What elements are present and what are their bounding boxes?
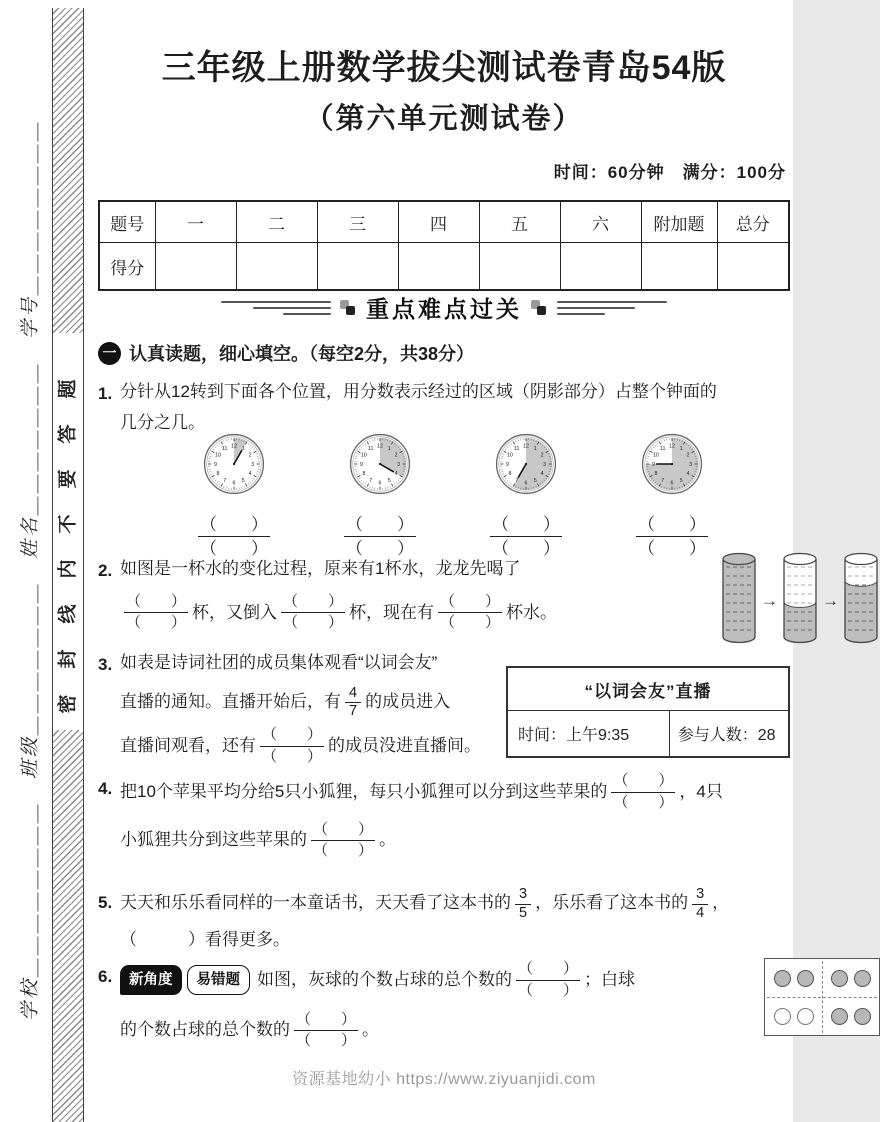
fraction-4-7: 4 7: [345, 685, 361, 720]
water-cup-svg: [842, 550, 880, 646]
gray-ball: [831, 970, 848, 987]
svg-text:9: 9: [359, 461, 363, 468]
svg-text:12: 12: [377, 443, 383, 450]
question-6-line1: [98, 960, 658, 1001]
svg-text:5: 5: [387, 477, 391, 484]
score-col-5: 五: [479, 201, 560, 243]
score-cell: [236, 243, 317, 291]
svg-text:6: 6: [232, 480, 236, 487]
svg-text:3: 3: [251, 461, 255, 468]
clock-face: [640, 432, 704, 501]
question-3-line3: [98, 726, 508, 767]
score-cell: [479, 243, 560, 291]
fraction-3-4: 3 4: [692, 886, 708, 921]
svg-text:8: 8: [362, 471, 366, 478]
answer-fraction-blank: （ ） （ ）: [262, 725, 323, 765]
answer-fraction-blank: （ ） （ ）: [440, 592, 501, 632]
question-3-line2a: 直播的通知。直播开始后，有: [120, 691, 341, 711]
new-angle-badge: 新角度: [120, 965, 182, 995]
question-3-line2: [98, 685, 508, 720]
score-col-4: 四: [398, 201, 479, 243]
section-1-heading: [98, 340, 474, 366]
svg-text:10: 10: [506, 452, 513, 459]
paper-content: [98, 0, 839, 1122]
white-ball: [797, 1008, 814, 1025]
svg-text:10: 10: [360, 452, 367, 459]
score-table-header-row: [99, 201, 789, 243]
question-4-number: 4.: [98, 779, 113, 798]
svg-text:4: 4: [540, 471, 544, 478]
question-1-line2: 几分之几。: [120, 412, 205, 432]
svg-text:2: 2: [248, 452, 252, 459]
question-6-number: 6.: [98, 967, 113, 986]
question-4-line2b: 。: [379, 830, 397, 850]
question-2-line2: [98, 593, 618, 634]
question-3: [98, 648, 508, 766]
question-6-line2a: 的个数占球的总个数的: [120, 1020, 290, 1040]
question-4-line1b: ，4只: [679, 781, 723, 801]
question-6-line2: [98, 1011, 658, 1052]
question-5-line2: （ ）看得更多。: [120, 930, 290, 950]
svg-text:12: 12: [523, 443, 529, 450]
score-cell: [155, 243, 236, 291]
clock-cell: [340, 432, 420, 560]
question-2-seg3: 杯水。: [506, 602, 558, 622]
question-1-number: 1.: [98, 384, 113, 403]
svg-text:5: 5: [679, 477, 683, 484]
hatch-pattern-bottom: [53, 730, 83, 1122]
score-col-1: 一: [155, 201, 236, 243]
score-col-6: 六: [560, 201, 641, 243]
question-2-line1: 如图是一杯水的变化过程，原来有1杯水，龙龙先喝了: [120, 559, 521, 578]
clock-svg: [640, 432, 704, 496]
ball-quadrant: [765, 997, 822, 1035]
clock-face: [202, 432, 266, 501]
clock-svg: [202, 432, 266, 496]
question-6-line1a: 如图，灰球的个数占球的总个数的: [257, 969, 512, 989]
hatch-pattern-top: [53, 8, 83, 333]
answer-fraction-blank: （ ） （ ）: [313, 820, 374, 860]
water-cup: [781, 550, 819, 651]
ball-quadrant: [822, 997, 879, 1035]
svg-text:1: 1: [679, 445, 683, 452]
score-col-extra: 附加题: [641, 201, 717, 243]
svg-text:1: 1: [387, 445, 391, 452]
svg-text:2: 2: [540, 452, 544, 459]
banner-title: 重点难点过关: [366, 296, 522, 322]
score-table-score-row: [99, 243, 789, 291]
banner-squares-icon: [340, 299, 357, 316]
question-6: [98, 960, 658, 1051]
score-table: [98, 200, 790, 291]
svg-text:3: 3: [689, 461, 693, 468]
question-3-number: 3.: [98, 655, 113, 674]
question-2-number: 2.: [98, 561, 113, 580]
svg-text:9: 9: [505, 461, 509, 468]
section-1-title: 认真读题，细心填空。（每空2分，共38分）: [129, 344, 475, 364]
svg-text:1: 1: [241, 445, 245, 452]
score-col-2: 二: [236, 201, 317, 243]
question-2: [98, 554, 618, 633]
gray-ball: [854, 970, 871, 987]
question-5-line1a: 天天和乐乐看同样的一本童话书，天天看了这本书的: [120, 893, 511, 913]
livestream-count-cell: 参与人数：28: [677, 727, 776, 744]
ball-quadrant: [765, 959, 822, 997]
arrow-right-icon: →: [822, 590, 839, 610]
svg-text:11: 11: [513, 445, 520, 452]
svg-text:6: 6: [524, 480, 528, 487]
seal-instruction: 密封线内不要答题: [57, 353, 79, 714]
answer-fraction-blank: （ ） （ ）: [200, 515, 268, 559]
answer-fraction-blank: （ ） （ ）: [518, 960, 579, 999]
svg-text:7: 7: [223, 477, 227, 484]
seal-strip: [52, 8, 84, 1122]
svg-text:10: 10: [652, 452, 659, 459]
svg-text:7: 7: [515, 477, 519, 484]
answer-fraction-blank: （ ） （ ）: [126, 592, 187, 632]
svg-text:4: 4: [248, 471, 252, 478]
question-4-line2: [98, 821, 790, 862]
question-3-line1: 如表是诗词社团的成员集体观看“以词会友”: [120, 653, 438, 672]
svg-text:6: 6: [378, 480, 382, 487]
answer-fraction-blank: （ ） （ ）: [492, 515, 560, 559]
question-4-line1a: 把10个苹果平均分给5只小狐狸，每只小狐狸可以分到这些苹果的: [120, 781, 608, 801]
score-cell: [317, 243, 398, 291]
svg-text:11: 11: [659, 445, 666, 452]
question-1-line1: 分针从12转到下面各个位置，用分数表示经过的区域（阴影部分）占整个钟面的: [120, 382, 717, 401]
footer-watermark: 资源基地幼小 https://www.ziyuanjidi.com: [292, 1071, 596, 1088]
svg-text:9: 9: [651, 461, 655, 468]
question-6-line2b: 。: [362, 1020, 380, 1040]
water-cups-figure: [720, 550, 880, 651]
livestream-time-cell: 时间：上午9:35: [508, 711, 670, 756]
svg-text:1: 1: [533, 445, 537, 452]
ball-quadrant: [822, 959, 879, 997]
svg-text:8: 8: [654, 471, 658, 478]
livestream-info-table: [506, 666, 790, 758]
svg-text:3: 3: [397, 461, 401, 468]
livestream-table-title: “以词会友”直播: [584, 681, 712, 701]
gray-ball: [774, 970, 791, 987]
question-4-line2a: 小狐狸共分到这些苹果的: [120, 830, 307, 850]
svg-text:2: 2: [686, 452, 690, 459]
question-2-seg2: 杯，现在有: [349, 602, 435, 622]
white-ball: [774, 1008, 791, 1025]
answer-fraction-blank: （ ） （ ）: [638, 515, 706, 559]
clock-svg: [494, 432, 558, 496]
question-1: [98, 377, 790, 438]
gray-ball: [854, 1008, 871, 1025]
svg-text:12: 12: [669, 443, 675, 450]
svg-text:9: 9: [213, 461, 217, 468]
clock-svg: [348, 432, 412, 496]
svg-text:7: 7: [661, 477, 665, 484]
fraction-3-5: 3 5: [515, 886, 531, 921]
clock-cell: [486, 432, 566, 560]
question-3-line3b: 的成员没进直播间。: [328, 735, 482, 755]
svg-text:11: 11: [367, 445, 374, 452]
arrow-right-icon: →: [761, 590, 778, 610]
question-5-line1b: ，乐乐看了这本书的: [535, 893, 689, 913]
balls-grid: [764, 958, 880, 1036]
svg-text:8: 8: [216, 471, 220, 478]
question-4-line1: [98, 772, 790, 813]
banner-squares-icon: [531, 299, 548, 316]
paper-subtitle: （第六单元测试卷）: [304, 103, 584, 135]
score-cell: [560, 243, 641, 291]
svg-text:10: 10: [214, 452, 221, 459]
svg-text:3: 3: [543, 461, 547, 468]
water-cup-svg: [781, 550, 819, 646]
banner-lines-right: [557, 301, 667, 315]
svg-text:5: 5: [241, 477, 245, 484]
answer-fraction-blank: （ ） （ ）: [346, 515, 414, 559]
score-table-corner: 题号: [99, 201, 155, 243]
score-cell: [398, 243, 479, 291]
svg-text:11: 11: [221, 445, 228, 452]
answer-fraction-blank: （ ） （ ）: [296, 1010, 357, 1050]
svg-text:8: 8: [508, 471, 512, 478]
svg-text:6: 6: [670, 480, 674, 487]
water-cup: [720, 550, 758, 651]
clock-face: [348, 432, 412, 501]
question-5-line1c: ，: [712, 893, 730, 913]
score-cell: [717, 243, 789, 291]
svg-text:4: 4: [686, 471, 690, 478]
answer-fraction-blank: （ ） （ ）: [613, 772, 674, 811]
score-col-3: 三: [317, 201, 398, 243]
svg-text:2: 2: [394, 452, 398, 459]
question-5-line1: [98, 886, 790, 921]
clock-cell: [194, 432, 274, 560]
score-row-label: 得分: [99, 243, 155, 291]
section-banner: [98, 291, 790, 324]
time-score-meta: 时间：60分钟 满分：100分: [553, 163, 786, 182]
clock-face: [494, 432, 558, 501]
clock-figures-row: [98, 432, 790, 560]
svg-text:4: 4: [394, 471, 398, 478]
score-cell: [641, 243, 717, 291]
gray-ball: [797, 970, 814, 987]
svg-text:5: 5: [533, 477, 537, 484]
question-6-line1b: ；白球: [584, 969, 636, 989]
question-2-seg1: 杯，又倒入: [192, 602, 278, 622]
clock-cell: [632, 432, 712, 560]
paper-title: 三年级上册数学拔尖测试卷青岛54版: [161, 49, 727, 87]
question-5: [98, 886, 790, 956]
score-col-total: 总分: [717, 201, 789, 243]
question-3-line3a: 直播间观看，还有: [120, 735, 256, 755]
answer-fraction-blank: （ ） （ ）: [283, 592, 344, 632]
gray-ball: [831, 1008, 848, 1025]
banner-lines-left: [221, 301, 331, 315]
section-number-badge: 一: [98, 342, 121, 365]
question-3-line2b: 的成员进入: [365, 691, 451, 711]
water-cup: [842, 550, 880, 651]
question-4: [98, 772, 790, 861]
svg-text:12: 12: [231, 443, 237, 450]
svg-text:7: 7: [369, 477, 373, 484]
error-prone-badge: 易错题: [187, 965, 251, 995]
seal-fields: 学校＿＿＿＿＿＿＿＿ 班级＿＿＿＿＿＿＿ 姓名＿＿＿＿＿＿＿ 学号＿＿＿＿＿＿＿＿: [20, 119, 41, 1022]
livestream-table-row: [508, 710, 788, 756]
water-cup-svg: [720, 550, 758, 646]
question-5-number: 5.: [98, 893, 113, 912]
